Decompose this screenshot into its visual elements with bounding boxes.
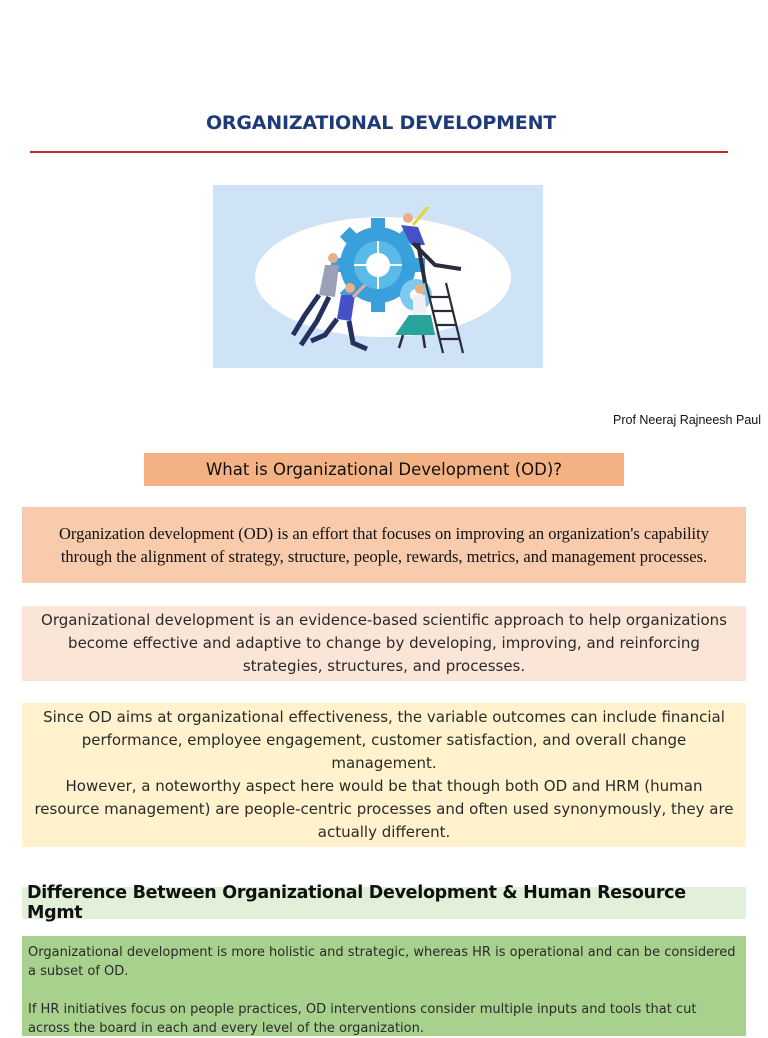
page-title: ORGANIZATIONAL DEVELOPMENT	[205, 112, 557, 134]
definition-box-1	[22, 507, 746, 583]
outcomes-paragraph-1: Since OD aims at organizational effectiveness, the variable outcomes can include financial performance, employee engagement, customer satisfaction, and overall change management.	[43, 708, 725, 772]
gears-teamwork-icon	[213, 185, 543, 368]
definition-text-2: Organizational development is an evidence-based scientific approach to help organizations become effective and adaptive to change by developing, improving, and reinforcing strategies, structures, and processes.	[41, 611, 727, 675]
hero-illustration	[213, 185, 543, 368]
difference-point-2: If HR initiatives focus on people practices, OD interventions consider multiple inputs and tools that cut across the board in each and every level of the organization.	[28, 1002, 697, 1036]
outcomes-paragraph-2: However, a noteworthy aspect here would be that though both OD and HRM (human resource management) are people-centric processes and often used synonymously, they are actually different.	[34, 777, 734, 841]
difference-heading: Difference Between Organizational Development & Human Resource Mgmt	[22, 887, 746, 919]
question-heading: What is Organizational Development (OD)?	[144, 453, 624, 486]
definition-text-1: Organization development (OD) is an effort that focuses on improving an organization's capability through the alignment of strategy, structure, people, rewards, metrics, and management processes.	[59, 524, 709, 566]
difference-points-box	[22, 936, 746, 1036]
definition-box-2	[22, 606, 746, 681]
title-divider	[30, 151, 728, 153]
outcomes-box	[22, 703, 746, 847]
difference-point-1: Organizational development is more holistic and strategic, whereas HR is operational and can be considered a subset of OD.	[28, 945, 736, 979]
author-credit: Prof Neeraj Rajneesh Paul	[613, 413, 761, 427]
